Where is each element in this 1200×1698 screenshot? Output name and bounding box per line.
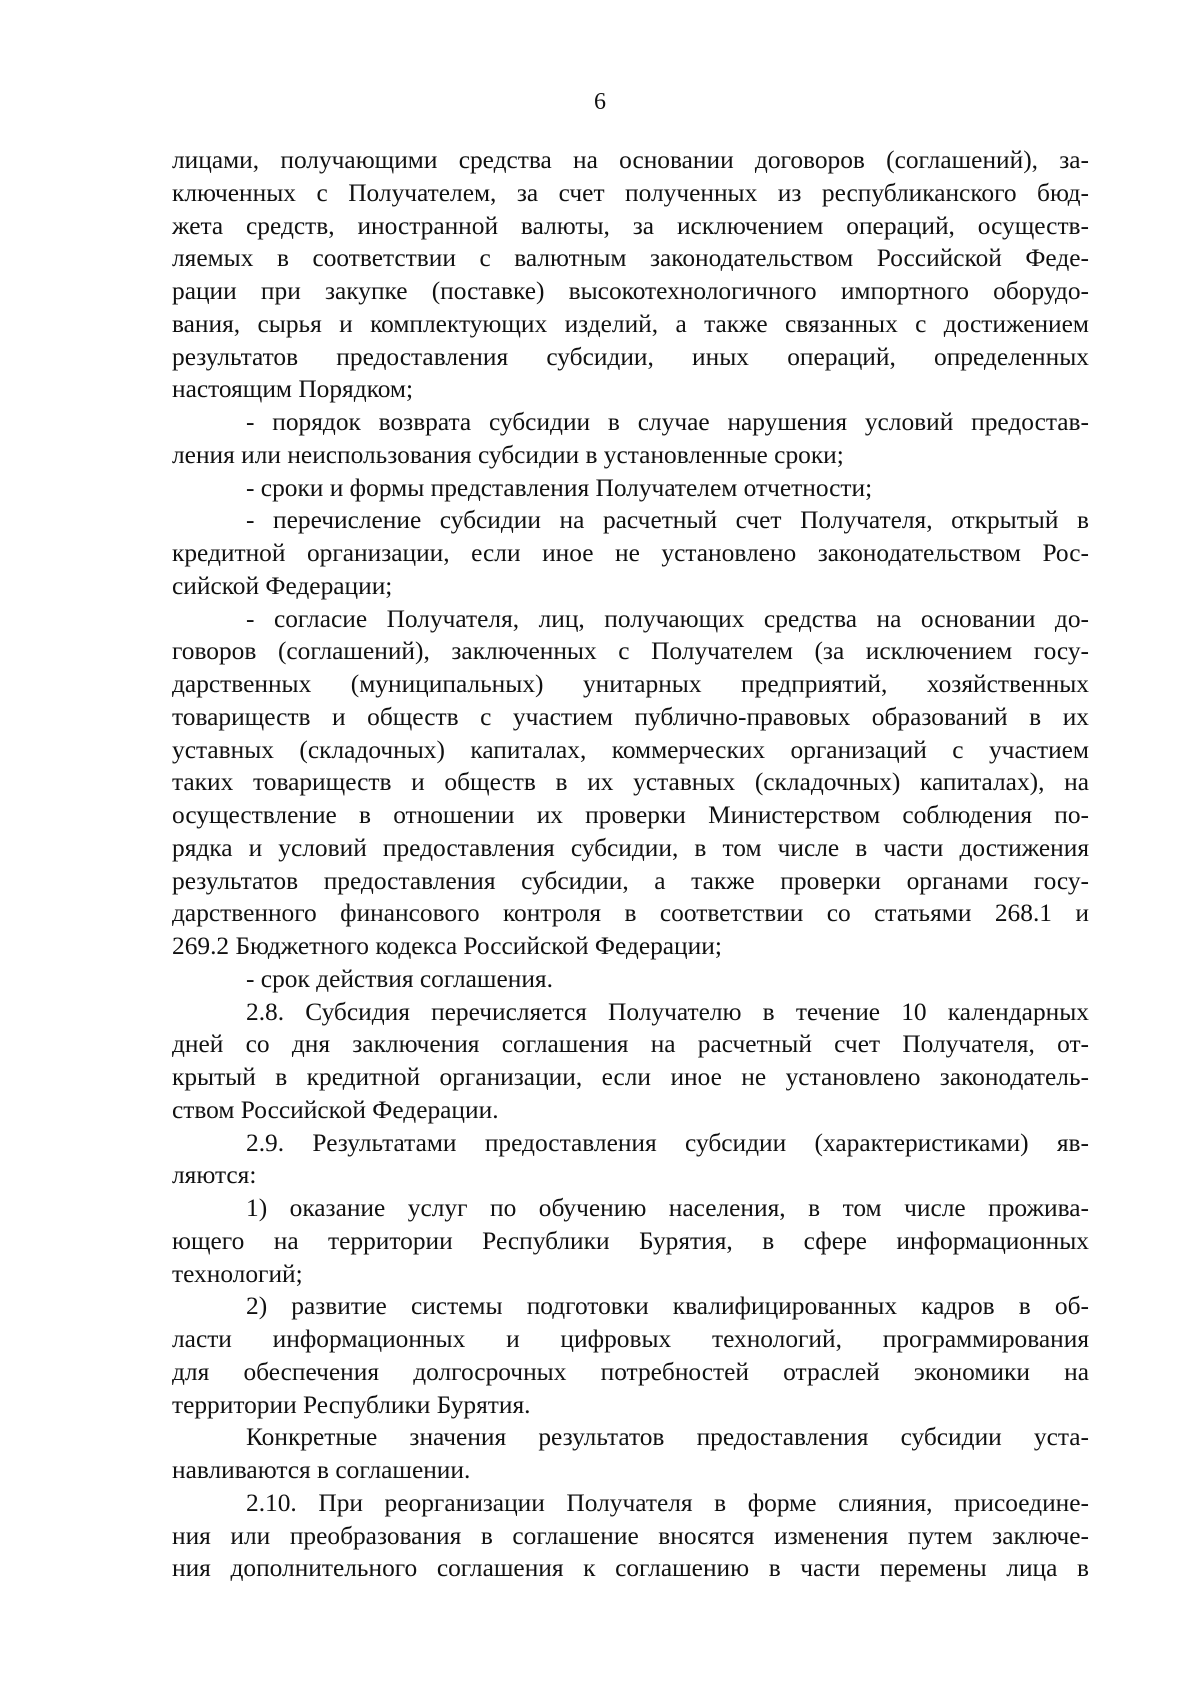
text-line: уставных (складочных) капиталах, коммерческих организаций с участием [172, 735, 1089, 764]
text-line: ляются: [172, 1161, 257, 1190]
text-line: 269.2 Бюджетного кодекса Российской Федерации; [172, 932, 722, 960]
text-line: жета средств, иностранной валюты, за исключением операций, осуществ- [172, 211, 1089, 240]
text-line: сийской Федерации; [172, 571, 393, 600]
text-line: территории Республики Бурятия. [172, 1390, 531, 1419]
text-line: технологий; [172, 1259, 303, 1288]
text-line: ляемых в соответствии с валютным законодательством Российской Феде- [172, 244, 1089, 273]
text-line: ключенных с Получателем, за счет полученных из республиканского бюд- [172, 178, 1089, 207]
text-line: - срок действия соглашения. [246, 964, 553, 993]
text-line: навливаются в соглашении. [172, 1456, 471, 1484]
text-line: результатов предоставления субсидии, иных операций, определенных [172, 342, 1089, 371]
text-line: ния дополнительного соглашения к соглашению в части перемены лица в [172, 1554, 1089, 1583]
text-line: ния или преобразования в соглашение вносятся изменения путем заключе- [172, 1521, 1089, 1550]
text-line: дней со дня заключения соглашения на расчетный счет Получателя, от- [172, 1030, 1089, 1059]
text-line: - порядок возврата субсидии в случае нарушения условий предостав- [246, 408, 1089, 436]
text-line: таких товариществ и обществ в их уставных (складочных) капиталах), на [172, 768, 1089, 797]
text-line: лицами, получающими средства на основании договоров (соглашений), за- [172, 146, 1089, 174]
text-line: настоящим Порядком; [172, 375, 414, 404]
text-line: 2.9. Результатами предоставления субсидии (характеристиками) яв- [246, 1128, 1089, 1157]
text-line: 2.8. Субсидия перечисляется Получателю в течение 10 календарных [246, 997, 1089, 1026]
text-line: осуществление в отношении их проверки Министерством соблюдения по- [172, 801, 1089, 829]
text-line: результатов предоставления субсидии, а также проверки органами госу- [172, 866, 1089, 895]
text-line: 1) оказание услуг по обучению населения, в том числе прожива- [246, 1194, 1089, 1222]
text-line: ления или неиспользования субсидии в установленные сроки; [172, 440, 844, 469]
text-line: крытый в кредитной организации, если иное не установлено законодатель- [172, 1063, 1089, 1091]
text-line: кредитной организации, если иное не установлено законодательством Рос- [172, 539, 1089, 567]
text-line: вания, сырья и комплектующих изделий, а также связанных с достижением [172, 309, 1089, 338]
text-line: говоров (соглашений), заключенных с Получателем (за исключением госу- [172, 637, 1089, 666]
text-line: дарственных (муниципальных) унитарных предприятий, хозяйственных [172, 670, 1089, 698]
text-line: ством Российской Федерации. [172, 1095, 499, 1124]
text-line: Конкретные значения результатов предоставления субсидии уста- [246, 1423, 1089, 1452]
text-line: ласти информационных и цифровых технологий, программирования [172, 1325, 1089, 1353]
text-line: ющего на территории Республики Бурятия, в сфере информационных [172, 1226, 1089, 1255]
text-line: рации при закупке (поставке) высокотехнологичного импортного оборудо- [172, 277, 1089, 305]
text-line: 2.10. При реорганизации Получателя в форме слияния, присоедине- [246, 1488, 1089, 1517]
page-number: 6 [594, 89, 606, 115]
text-line: 2) развитие системы подготовки квалифицированных кадров в об- [246, 1292, 1089, 1321]
text-line: рядка и условий предоставления субсидии, в том числе в части достижения [172, 833, 1089, 862]
text-line: товариществ и обществ с участием публично-правовых образований в их [172, 702, 1089, 731]
text-line: для обеспечения долгосрочных потребностей отраслей экономики на [172, 1357, 1089, 1386]
text-line: - перечисление субсидии на расчетный счет Получателя, открытый в [246, 506, 1089, 535]
document-body [172, 144, 1089, 1585]
text-line: дарственного финансового контроля в соответствии со статьями 268.1 и [172, 899, 1089, 928]
text-line: - согласие Получателя, лиц, получающих средства на основании до- [246, 604, 1089, 633]
text-line: - сроки и формы представления Получателем отчетности; [246, 473, 873, 502]
